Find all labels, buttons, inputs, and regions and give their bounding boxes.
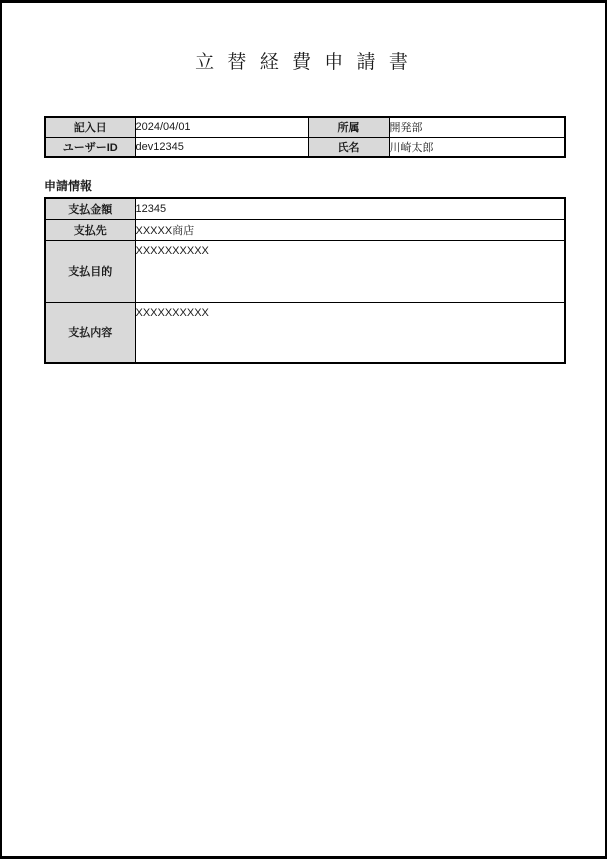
payee-value: XXXXX商店 (135, 219, 565, 240)
entry-date-label: 記入日 (45, 117, 135, 137)
department-label: 所属 (308, 117, 389, 137)
payment-purpose-value: XXXXXXXXXX (135, 240, 565, 302)
payee-label: 支払先 (45, 219, 135, 240)
department-value: 開発部 (389, 117, 565, 137)
table-row (45, 198, 565, 219)
applicant-info-table (44, 116, 566, 158)
name-value: 川崎太郎 (389, 137, 565, 157)
table-row (45, 137, 565, 157)
user-id-value: dev12345 (135, 137, 308, 157)
table-row (45, 219, 565, 240)
document-title: 立 替 経 費 申 請 書 (195, 52, 412, 73)
payment-amount-value: 12345 (135, 198, 565, 219)
payment-purpose-label: 支払目的 (45, 240, 135, 302)
entry-date-value: 2024/04/01 (135, 117, 308, 137)
table-row (45, 117, 565, 137)
application-info-table (44, 197, 566, 364)
application-info-heading: 申請情報 (44, 179, 93, 193)
table-row (45, 302, 565, 363)
payment-detail-value: XXXXXXXXXX (135, 302, 565, 363)
payment-amount-label: 支払金額 (45, 198, 135, 219)
table-row (45, 240, 565, 302)
payment-detail-label: 支払内容 (45, 302, 135, 363)
name-label: 氏名 (308, 137, 389, 157)
user-id-label: ユーザーID (45, 137, 135, 157)
